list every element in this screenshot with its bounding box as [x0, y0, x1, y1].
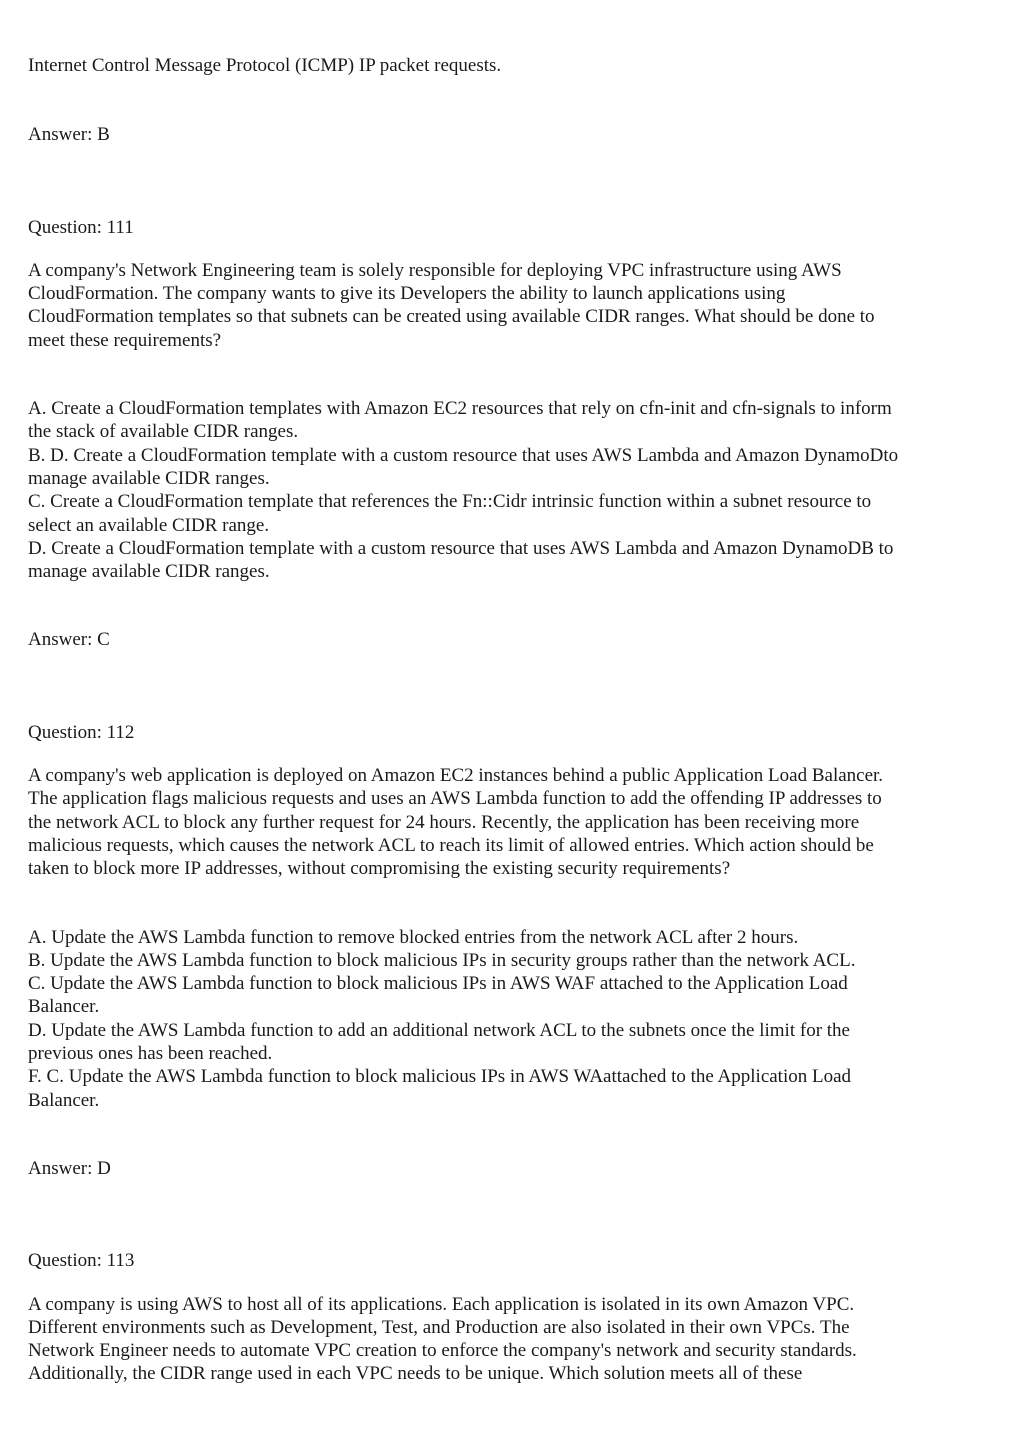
option-line: Balancer.: [28, 1089, 100, 1111]
question-block: [28, 1249, 988, 1385]
option-line: previous ones has been reached.: [28, 1043, 273, 1065]
question-body-line: meet these requirements?: [28, 329, 222, 351]
question-body-line: A company is using AWS to host all of its applications. Each application is isolated in its own Amazon VPC.: [28, 1293, 855, 1315]
option-line: A. Create a CloudFormation templates with Amazon EC2 resources that rely on cfn-init and cfn-signals to inform: [28, 398, 892, 420]
question-body-line: CloudFormation. The company wants to give its Developers the ability to launch applications using: [28, 283, 786, 305]
question-heading: Question: 113: [28, 1250, 135, 1272]
question-body-line: A company's web application is deployed on Amazon EC2 instances behind a public Application Load Balancer.: [28, 765, 884, 787]
question-body-line: Network Engineer needs to automate VPC creation to enforce the company's network and security standards.: [28, 1340, 857, 1362]
question-body-line: malicious requests, which causes the network ACL to reach its limit of allowed entries. Which action should be: [28, 834, 874, 856]
option-line: D. Update the AWS Lambda function to add an additional network ACL to the subnets once the limit for the: [28, 1019, 850, 1041]
option-line: manage available CIDR ranges.: [28, 561, 270, 583]
question-body: [28, 764, 988, 880]
answer-line: Answer: B: [28, 124, 110, 146]
option-line: select an available CIDR range.: [28, 514, 270, 536]
question-block: [28, 216, 988, 652]
answer-line: Answer: D: [28, 1157, 111, 1179]
question-block: [28, 721, 988, 1180]
answer-options: [28, 397, 988, 583]
question-body-line: CloudFormation templates so that subnets can be created using available CIDR ranges. What should be done to: [28, 306, 875, 328]
question-body-line: the network ACL to block any further request for 24 hours. Recently, the application has been receiving more: [28, 811, 860, 833]
option-line: D. Create a CloudFormation template with a custom resource that uses AWS Lambda and Amazon DynamoDB to: [28, 537, 894, 559]
answer-options: [28, 926, 988, 1112]
question-body-line: The application flags malicious requests and uses an AWS Lambda function to add the offending IP addresses to: [28, 788, 882, 810]
question-body-line: taken to block more IP addresses, without compromising the existing security requirements?: [28, 858, 731, 880]
answer-line: Answer: C: [28, 629, 110, 651]
option-line: C. Create a CloudFormation template that references the Fn::Cidr intrinsic function within a subnet resource to: [28, 491, 872, 513]
option-line: manage available CIDR ranges.: [28, 467, 270, 489]
question-body: [28, 1293, 988, 1386]
option-line: B. D. Create a CloudFormation template with a custom resource that uses AWS Lambda and Amazon DynamoDto: [28, 444, 899, 466]
question-heading: Question: 111: [28, 216, 134, 238]
question-body: [28, 259, 988, 352]
question-body-line: Additionally, the CIDR range used in each VPC needs to be unique. Which solution meets all of these: [28, 1363, 803, 1385]
option-line: B. Update the AWS Lambda function to block malicious IPs in security groups rather than the network ACL.: [28, 949, 856, 971]
intro-text: Internet Control Message Protocol (ICMP) IP packet requests.: [28, 55, 502, 76]
document-page: [28, 54, 988, 1386]
question-body-line: Different environments such as Development, Test, and Production are also isolated in their own VPCs. The: [28, 1316, 850, 1338]
option-line: A. Update the AWS Lambda function to remove blocked entries from the network ACL after 2 hours.: [28, 926, 799, 948]
option-line: F. C. Update the AWS Lambda function to block malicious IPs in AWS WAattached to the Application Load: [28, 1066, 852, 1088]
option-line: C. Update the AWS Lambda function to block malicious IPs in AWS WAF attached to the Application Load: [28, 973, 848, 995]
option-line: the stack of available CIDR ranges.: [28, 421, 299, 443]
question-body-line: A company's Network Engineering team is solely responsible for deploying VPC infrastructure using AWS: [28, 259, 842, 281]
question-heading: Question: 112: [28, 721, 135, 743]
option-line: Balancer.: [28, 996, 100, 1018]
